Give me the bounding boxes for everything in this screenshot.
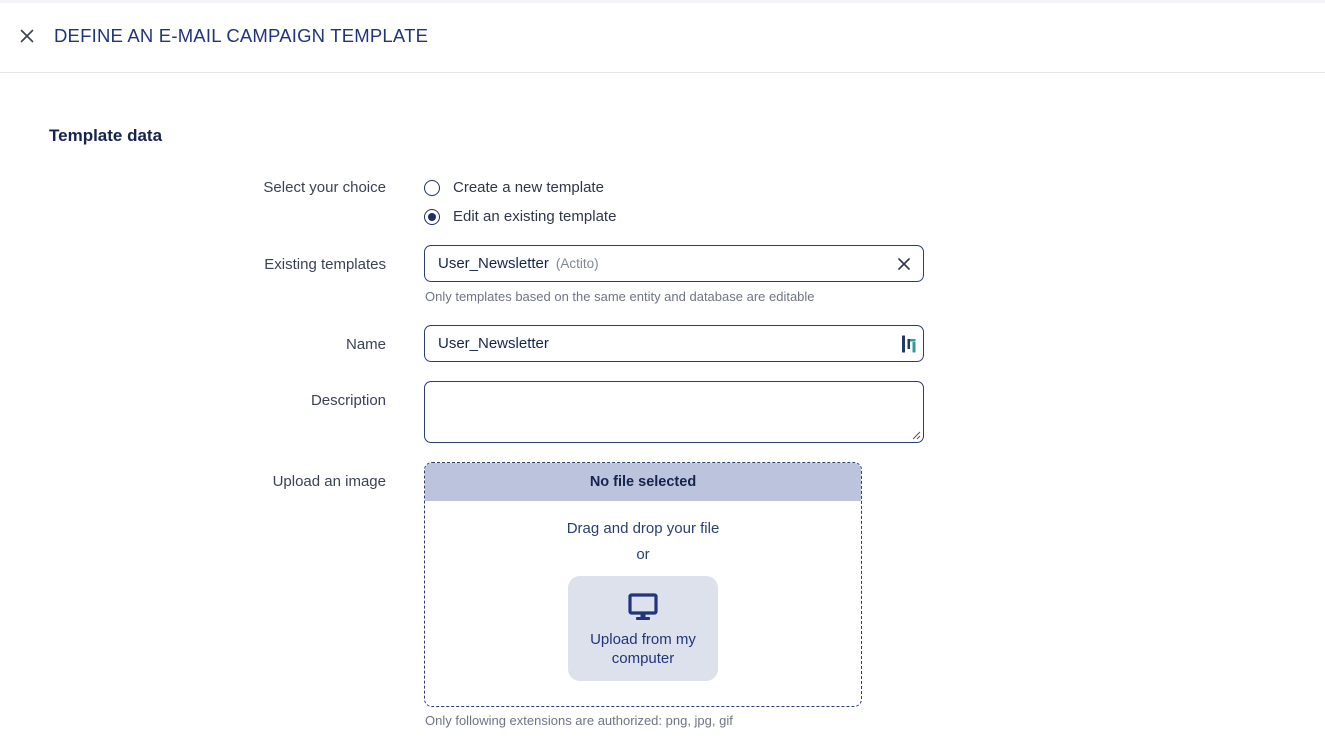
description-textarea[interactable]: [424, 381, 924, 443]
page-title: DEFINE AN E-MAIL CAMPAIGN TEMPLATE: [54, 25, 429, 46]
close-icon: [20, 29, 34, 43]
existing-templates-hint: Only templates based on the same entity and database are editable: [425, 289, 815, 304]
radio-button[interactable]: [424, 180, 440, 196]
clear-selection-button[interactable]: [894, 254, 914, 274]
selected-template: User_Newsletter: [438, 255, 549, 272]
file-status: No file selected: [425, 463, 861, 501]
radio-label: Create a new template: [453, 179, 604, 196]
section-title: Template data: [49, 126, 163, 145]
choice-label: Select your choice: [263, 179, 386, 196]
name-label: Name: [345, 336, 386, 353]
existing-templates-label: Existing templates: [264, 256, 386, 273]
or-text: or: [636, 546, 650, 563]
resize-grip-icon[interactable]: [912, 431, 921, 440]
upload-hint: Only following extensions are authorized: png, jpg, gif: [425, 713, 733, 728]
close-button[interactable]: [16, 25, 38, 47]
radio-create-new[interactable]: [424, 179, 604, 196]
file-dropzone[interactable]: [424, 462, 862, 707]
dialog-header: [0, 3, 1325, 73]
upload-button-label: Upload from my computer: [590, 631, 696, 667]
template-source: (Actito): [555, 256, 599, 271]
radio-edit-existing[interactable]: [424, 208, 616, 225]
description-label: Description: [310, 392, 386, 409]
drag-drop-text: Drag and drop your file: [566, 520, 720, 537]
name-value: User_Newsletter: [438, 335, 549, 352]
radio-button-selected[interactable]: [424, 209, 440, 225]
existing-templates-select[interactable]: [424, 245, 924, 282]
radio-label: Edit an existing template: [453, 208, 617, 225]
upload-label: Upload an image: [272, 473, 386, 490]
monitor-icon: [628, 593, 658, 621]
personalization-variable-icon[interactable]: [901, 335, 917, 353]
name-input[interactable]: [424, 325, 924, 362]
radio-dot: [428, 213, 436, 221]
upload-from-computer-button[interactable]: [568, 576, 718, 681]
close-icon: [898, 258, 910, 270]
